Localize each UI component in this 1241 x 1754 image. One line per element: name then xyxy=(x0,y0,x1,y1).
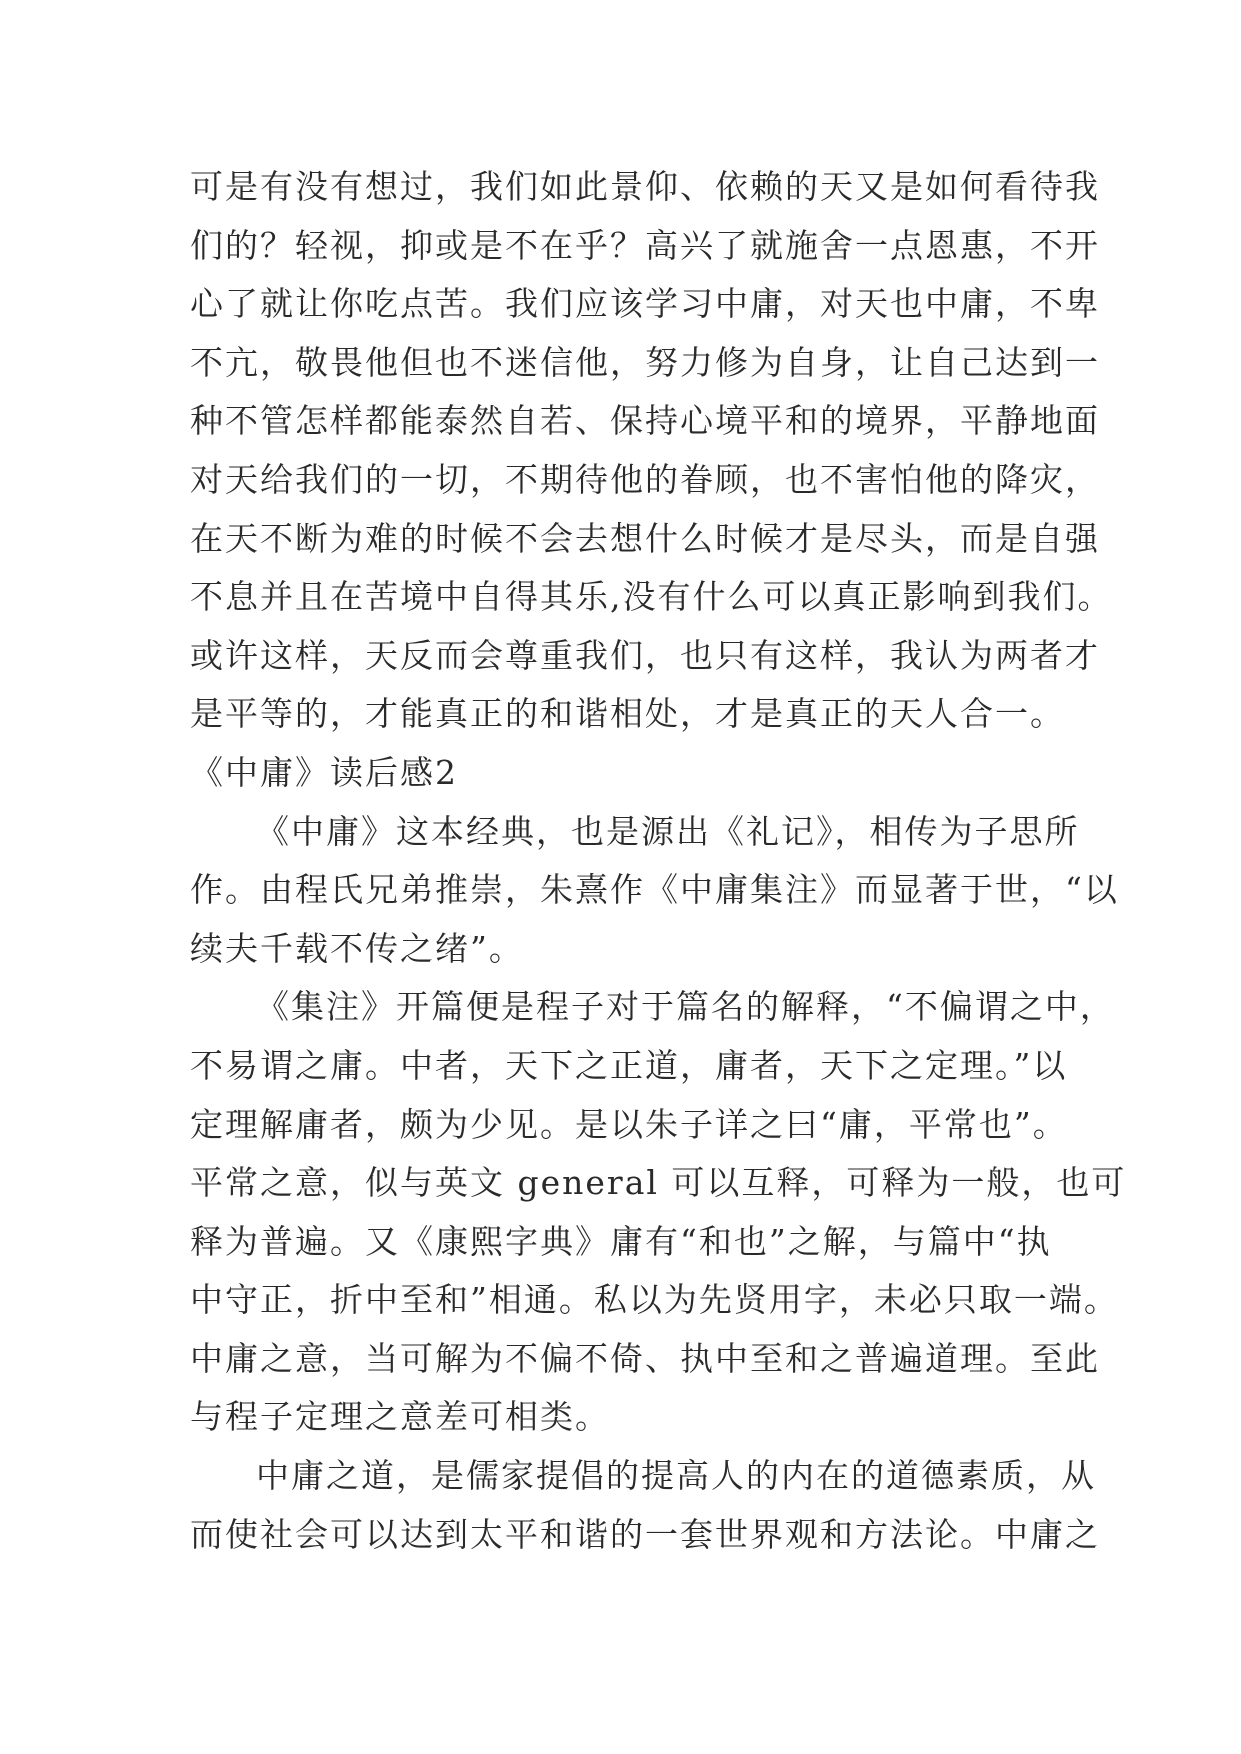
text-line: 种不管怎样都能泰然自若、保持心境平和的境界，平静地面 xyxy=(190,401,1100,441)
text-line: 平常之意，似与英文 general 可以互释，可释为一般，也可 xyxy=(190,1163,1127,1203)
text-line: 不亢，敬畏他但也不迷信他，努力修为自身，让自己达到一 xyxy=(190,342,1100,382)
text-line: 中庸之道，是儒家提倡的提高人的内在的道德素质，从 xyxy=(256,1456,1096,1496)
paragraph-1 xyxy=(190,803,1119,979)
text-line: 定理解庸者，颇为少见。是以朱子详之曰“庸，平常也”。 xyxy=(190,1104,1068,1144)
text-line: 作。由程氏兄弟推崇，朱熹作《中庸集注》而显著于世，“以 xyxy=(190,870,1119,910)
text-line: 在天不断为难的时候不会去想什么时候才是尽头，而是自强 xyxy=(190,518,1100,558)
text-line: 中守正，折中至和”相通。私以为先贤用字，未必只取一端。 xyxy=(190,1280,1119,1320)
text-line: 释为普遍。又《康熙字典》庸有“和也”之解，与篇中“执 xyxy=(190,1221,1052,1261)
text-line: 心了就让你吃点苦。我们应该学习中庸，对天也中庸，不卑 xyxy=(190,284,1100,324)
text-line: 《集注》开篇便是程子对于篇名的解释，“不偏谓之中， xyxy=(256,987,1115,1027)
paragraph-continued xyxy=(190,158,1113,744)
section-title: 《中庸》读后感2 xyxy=(190,752,458,792)
text-line: 可是有没有想过，我们如此景仰、依赖的天又是如何看待我 xyxy=(190,167,1100,206)
text-line: 与程子定理之意差可相类。 xyxy=(190,1397,610,1437)
text-line: 续夫千载不传之绪”。 xyxy=(190,928,524,968)
text-line: 或许这样，天反而会尊重我们，也只有这样，我认为两者才 xyxy=(190,635,1100,675)
text-line: 《中庸》这本经典，也是源出《礼记》，相传为子思所 xyxy=(256,811,1080,851)
text-line: 不息并且在苦境中自得其乐,没有什么可以真正影响到我们。 xyxy=(190,577,1113,617)
text-line: 而使社会可以达到太平和谐的一套世界观和方法论。中庸之 xyxy=(190,1514,1100,1554)
text-line: 对天给我们的一切，不期待他的眷顾，也不害怕他的降灾， xyxy=(190,459,1100,499)
paragraph-3 xyxy=(190,1447,1100,1564)
text-line: 们的？轻视，抑或是不在乎？高兴了就施舍一点恩惠，不开 xyxy=(190,225,1100,265)
document-body xyxy=(190,158,1127,1564)
paragraph-2 xyxy=(190,978,1127,1447)
text-line: 中庸之意，当可解为不偏不倚、执中至和之普遍道理。至此 xyxy=(190,1338,1100,1378)
text-line: 是平等的，才能真正的和谐相处，才是真正的天人合一。 xyxy=(190,694,1065,734)
text-line: 不易谓之庸。中者，天下之正道，庸者，天下之定理。”以 xyxy=(190,1045,1068,1085)
